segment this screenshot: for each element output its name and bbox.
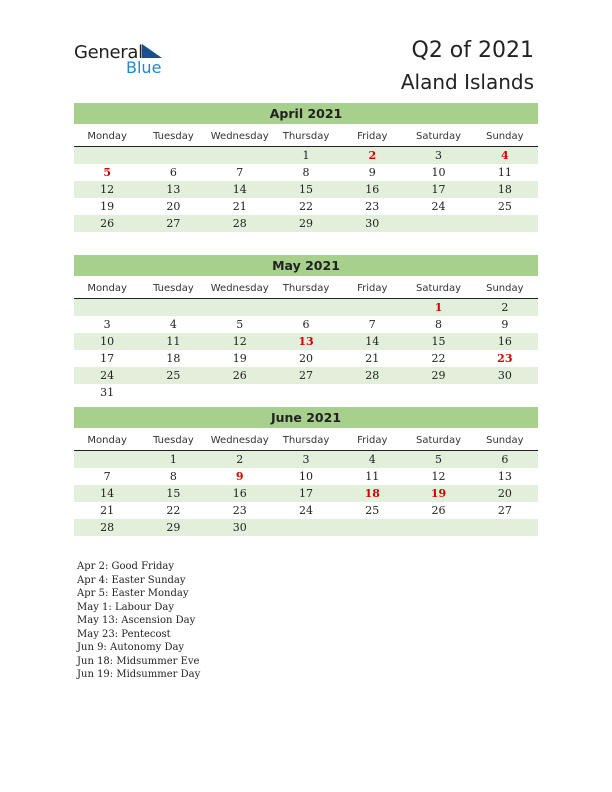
day-cell: 17 [100,352,115,365]
day-cell: 22 [298,200,313,213]
holiday-item: Jun 18: Midsummer Eve [77,655,200,667]
week-row [74,181,538,198]
day-cell: 12 [431,470,446,483]
weekday-label: Thursday [282,435,330,446]
day-cell: 2 [501,301,509,314]
holiday-item: May 23: Pentecost [77,628,171,640]
day-cell: 26 [431,504,446,517]
page-title: Q2 of 2021 [411,38,534,63]
logo-blue-text: Blue [126,58,162,77]
weekday-label: Tuesday [153,131,194,142]
weekday-label: Monday [87,435,127,446]
day-cell: 1 [434,301,443,314]
weekday-label: Monday [87,131,127,142]
day-cell: 24 [298,504,313,517]
weekday-label: Wednesday [210,435,269,446]
logo-triangle-icon [142,44,162,58]
day-cell: 13 [497,470,512,483]
day-cell: 10 [431,166,446,179]
holiday-item: Apr 2: Good Friday [77,561,175,572]
day-cell: 2 [368,149,377,162]
day-cell: 15 [298,183,313,196]
day-cell: 1 [302,149,310,162]
weekday-label: Wednesday [210,283,269,294]
day-cell: 14 [100,487,115,500]
day-cell: 4 [501,149,509,162]
day-cell: 24 [431,200,446,213]
day-cell: 6 [501,453,509,466]
day-cell [339,299,405,316]
day-cell: 27 [497,504,512,517]
day-cell: 13 [166,183,181,196]
day-cell: 30 [365,217,380,230]
day-cell: 29 [431,369,446,382]
day-cell [472,384,538,401]
holiday-item: May 13: Ascension Day [77,615,196,626]
weekday-label: Wednesday [210,131,269,142]
day-cell: 23 [365,200,380,213]
day-cell: 16 [365,183,380,196]
day-cell: 12 [100,183,115,196]
holiday-list [77,560,200,682]
week-row [74,502,538,519]
day-cell [472,215,538,232]
logo-general-text: General [74,42,143,63]
day-cell: 19 [100,200,115,213]
day-cell [140,147,206,164]
day-cell: 13 [298,335,314,348]
day-cell: 15 [166,487,181,500]
weekday-label: Friday [357,435,388,446]
day-cell: 21 [365,352,380,365]
day-cell: 19 [430,487,447,500]
day-cell: 9 [368,166,376,179]
day-cell: 5 [435,453,443,466]
day-cell [405,215,471,232]
month-calendar [74,103,538,232]
day-cell: 1 [169,453,177,466]
week-row [74,451,538,468]
weekday-header-row [74,279,538,299]
day-cell [140,384,206,401]
day-cell [472,519,538,536]
holiday-item: May 1: Labour Day [77,601,174,613]
weekday-label: Sunday [486,131,524,142]
day-cell: 11 [166,335,181,348]
week-row [74,333,538,350]
day-cell [273,519,339,536]
day-cell [74,299,140,316]
holiday-item: Jun 9: Autonomy Day [77,642,185,653]
day-cell [74,451,140,468]
week-row [74,198,538,215]
day-cell: 3 [103,318,111,331]
day-cell: 29 [298,217,313,230]
day-cell [339,384,405,401]
day-cell [140,299,206,316]
day-cell: 22 [431,352,446,365]
day-cell [339,519,405,536]
weekday-label: Tuesday [153,283,194,294]
week-row [74,350,538,367]
day-cell: 19 [232,352,247,365]
day-cell: 28 [365,369,380,382]
week-row [74,299,538,316]
day-cell: 28 [232,217,247,230]
day-cell [273,299,339,316]
week-row [74,164,538,181]
day-cell [405,384,471,401]
day-cell: 21 [100,504,115,517]
day-cell: 30 [232,521,247,534]
week-row [74,367,538,384]
day-cell: 27 [166,217,181,230]
weekday-label: Saturday [416,131,462,142]
logo [74,42,184,82]
day-cell: 29 [166,521,181,534]
day-cell: 7 [103,470,111,483]
day-cell: 8 [302,166,310,179]
day-cell: 12 [232,335,247,348]
day-cell: 17 [431,183,446,196]
day-cell: 24 [100,369,115,382]
day-cell [207,299,273,316]
day-cell: 26 [232,369,247,382]
day-cell: 10 [298,470,313,483]
day-cell: 23 [497,352,513,365]
day-cell: 5 [236,318,244,331]
weekday-label: Friday [357,131,388,142]
day-cell: 4 [368,453,376,466]
week-row [74,215,538,232]
week-row [74,384,538,401]
day-cell: 14 [232,183,247,196]
weekday-header-row [74,127,538,147]
day-cell: 10 [100,335,115,348]
day-cell: 3 [302,453,310,466]
weekday-label: Friday [357,283,388,294]
day-cell: 21 [232,200,247,213]
month-title: May 2021 [74,255,538,276]
page-subtitle: Aland Islands [400,70,534,94]
week-row [74,147,538,164]
day-cell: 6 [169,166,177,179]
day-cell: 3 [435,149,443,162]
week-row [74,485,538,502]
day-cell: 25 [166,369,181,382]
weekday-label: Saturday [416,283,462,294]
month-calendar [74,255,538,401]
day-cell: 6 [302,318,310,331]
week-row [74,468,538,485]
day-cell: 31 [100,386,115,399]
day-cell: 20 [497,487,512,500]
day-cell: 11 [365,470,380,483]
day-cell: 25 [497,200,512,213]
day-cell [207,384,273,401]
day-cell: 23 [232,504,247,517]
day-cell [273,384,339,401]
weekday-label: Sunday [486,435,524,446]
day-cell: 17 [298,487,313,500]
day-cell: 2 [236,453,244,466]
day-cell: 15 [431,335,446,348]
holiday-item: Apr 5: Easter Monday [77,588,189,599]
day-cell: 9 [501,318,509,331]
day-cell: 18 [497,183,512,196]
day-cell: 4 [169,318,177,331]
day-cell [405,519,471,536]
day-cell: 20 [166,200,181,213]
month-title: June 2021 [74,407,538,428]
day-cell: 25 [365,504,380,517]
day-cell: 8 [169,470,177,483]
weekday-label: Saturday [416,435,462,446]
weekday-label: Monday [87,283,127,294]
holiday-item: Jun 19: Midsummer Day [77,669,201,680]
weekday-label: Tuesday [153,435,194,446]
day-cell [207,147,273,164]
day-cell: 28 [100,521,115,534]
day-cell: 26 [100,217,115,230]
day-cell: 27 [298,369,313,382]
day-cell: 22 [166,504,181,517]
day-cell: 20 [298,352,313,365]
day-cell: 11 [497,166,512,179]
weekday-label: Thursday [282,283,330,294]
day-cell: 18 [364,487,380,500]
day-cell: 7 [236,166,244,179]
weekday-header-row [74,431,538,451]
day-cell: 9 [235,470,244,483]
day-cell: 8 [435,318,443,331]
holiday-item: Apr 4: Easter Sunday [77,574,186,586]
month-title: April 2021 [74,103,538,124]
day-cell: 16 [497,335,512,348]
weekday-label: Thursday [282,131,330,142]
week-row [74,316,538,333]
day-cell: 14 [365,335,380,348]
week-row [74,519,538,536]
day-cell: 5 [103,166,111,179]
month-calendar [74,407,538,536]
weekday-label: Sunday [486,283,524,294]
day-cell: 30 [497,369,512,382]
day-cell: 16 [232,487,247,500]
day-cell: 18 [166,352,181,365]
day-cell: 7 [368,318,376,331]
day-cell [74,147,140,164]
